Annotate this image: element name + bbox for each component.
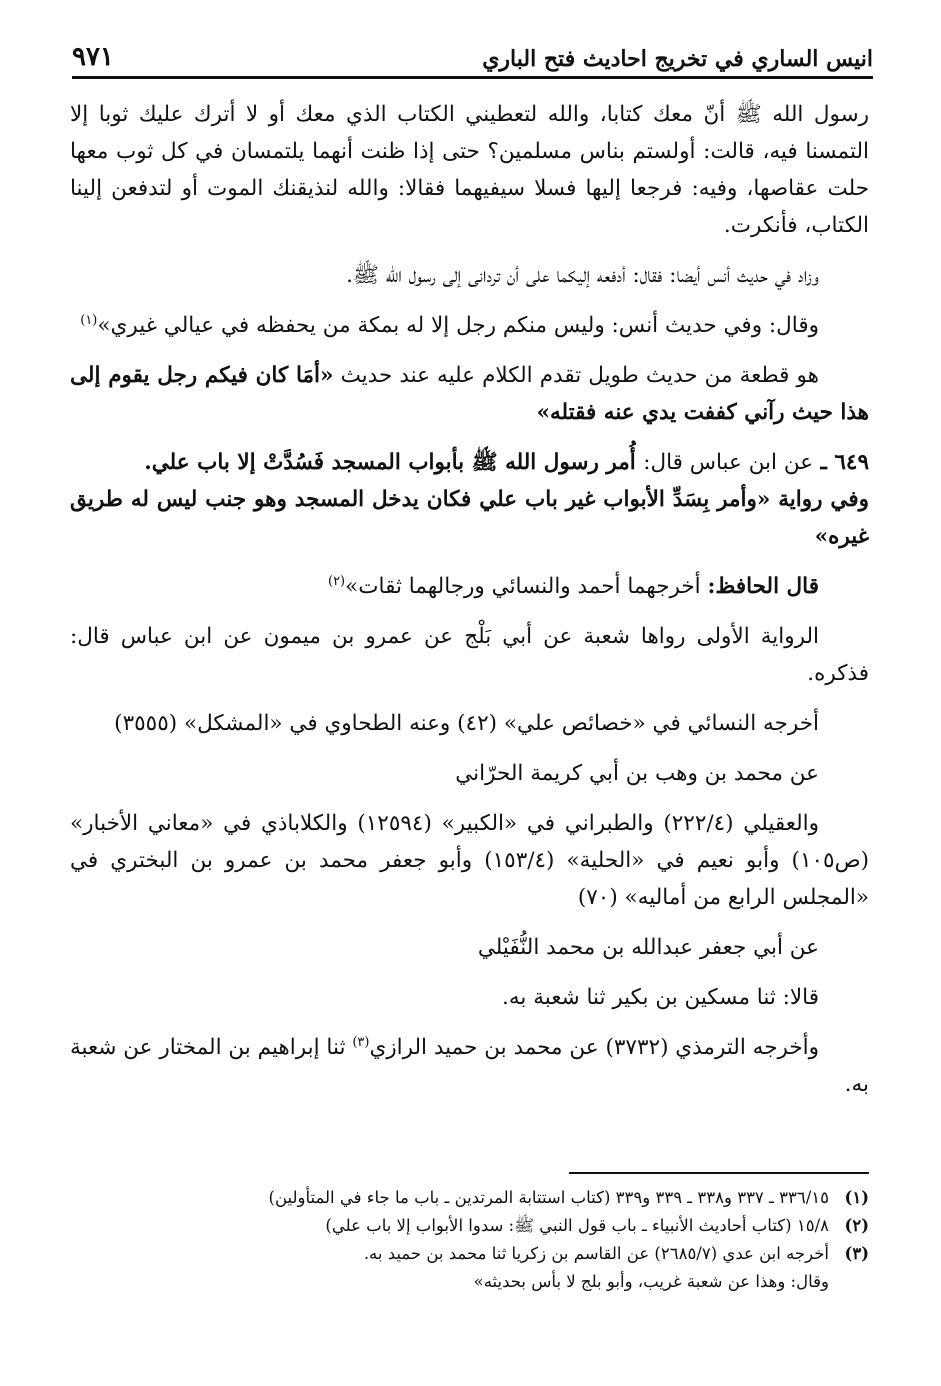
paragraph [70,307,869,344]
footnote [70,1240,869,1268]
paragraph: عن محمد بن وهب بن أبي كريمة الحرّاني [455,761,819,786]
footnote-ref[interactable]: (٣) [352,1034,370,1050]
footnote-number: (١) [844,1188,869,1207]
paragraph-text: وقال: وفي حديث أنس: وليس منكم رجل إلا له بمكة من يحفظه في عيالي غيري» [97,313,819,338]
paragraph-text: وأخرجه الترمذي (٣٧٣٢) عن محمد بن حميد الرازي [369,1035,819,1060]
footnote-ref[interactable]: (٢) [327,573,346,589]
paragraph: وزاد في حديث أنس أيضا: فقال: أدفعه إليكما على أن تردانى إلى رسول الله ﷺ. [346,263,819,288]
footnote-text: أخرجه ابن عدي (٢٦٨٥/٧) عن القاسم بن زكريا ثنا محمد بن حميد به. [363,1244,829,1263]
paragraph: قالا: ثنا مسكين بن بكير ثنا شعبة به. [502,985,819,1010]
paragraph [70,1029,869,1103]
footnote-ref[interactable]: (١) [80,312,98,328]
paragraph [70,568,869,605]
paragraph-text: هو قطعة من حديث طويل تقدم الكلام عليه عند حديث [340,363,819,388]
footnote-number: (٣) [844,1244,869,1263]
hadith-variant: وفي رواية «وأمر بِسَدِّ الأبواب غير باب علي فكان يدخل المسجد وهو جنب ليس له طريق غيره» [70,487,869,549]
paragraph: الرواية الأولى رواها شعبة عن أبي بَلْج عن عمرو بن ميمون عن ابن عباس قال: فذكره. [70,624,869,686]
paragraph: أخرجه النسائي في «خصائص علي» (٤٢) وعنه الطحاوي في «المشكل» (٣٥٥٥) [114,711,819,736]
hadith-entry [70,444,869,555]
paragraph-text: أخرجهما أحمد والنسائي ورجالهما ثقات» [345,574,701,599]
footnote-number: (٢) [844,1216,869,1235]
running-title: انيس الساري في تخريج احاديث فتح الباري [482,46,873,72]
paragraph: رسول الله ﷺ أنّ معك كتابا، والله لتعطيني الكتاب الذي معك أو لا أترك عليك ثوبا إلا التمسنا فيه، قالت: أولستم بناس مسلمين؟ حتى إذا ظنت أنهما يلتمسان في كل ثوب معها حلت عقاصها، وفيه: فرجعا إليها فسلا سيفيهما فقالا: والله لنذيقنك الموت أو لتدفعن إلينا الكتاب، فأنكرت. [70,102,869,238]
hadith-narrator: عن ابن عباس قال: [643,450,814,475]
footnote-text: ١٥/٨ (كتاب أحاديث الأنبياء ـ باب قول النبي ﷺ: سدوا الأبواب إلا باب علي) [325,1216,829,1235]
quoted-hadith: «أمَا كان فيكم رجل يقوم إلى هذا حيث رآني كففت يدي عنه فقتله» [70,363,869,425]
footnote-text: ٣٣٦/١٥ ـ ٣٣٧ و٣٣٨ ـ ٣٣٩ و٣٣٩ (كتاب استتابة المرتدين ـ باب ما جاء في المتأولين) [268,1188,829,1207]
hadith-text: أُمر رسول الله ﷺ بأبواب المسجد فَسُدَّتْ إلا باب علي. [144,450,636,475]
footnote [70,1212,869,1240]
hafiz-label: قال الحافظ: [707,574,819,599]
main-text [70,96,869,1116]
footnote [70,1184,869,1212]
footnote-rule [569,1172,869,1174]
paragraph: عن أبي جعفر عبدالله بن محمد النُّفَيْلي [477,935,819,960]
paragraph [70,357,869,431]
paragraph-text: ثنا إبراهيم بن المختار عن شعبة به. [70,1035,869,1097]
page-number: ٩٧١ [72,42,114,72]
footnotes [70,1184,869,1296]
paragraph: والعقيلي (٢٢٢/٤) والطبراني في «الكبير» (١٢٥٩٤) والكلاباذي في «معاني الأخبار» (ص١٠٥) وأبو نعيم في «الحلية» (١٥٣/٤) وأبو جعفر محمد بن عمرو بن البختري في «المجلس الرابع من أماليه» (٧٠) [70,811,869,910]
hadith-number: ٦٤٩ ـ [820,450,869,475]
page-header [72,32,873,72]
header-rule [72,76,873,79]
footnote-continuation: وقال: وهذا عن شعبة غريب، وأبو بلج لا بأس بحديثه» [473,1272,829,1291]
